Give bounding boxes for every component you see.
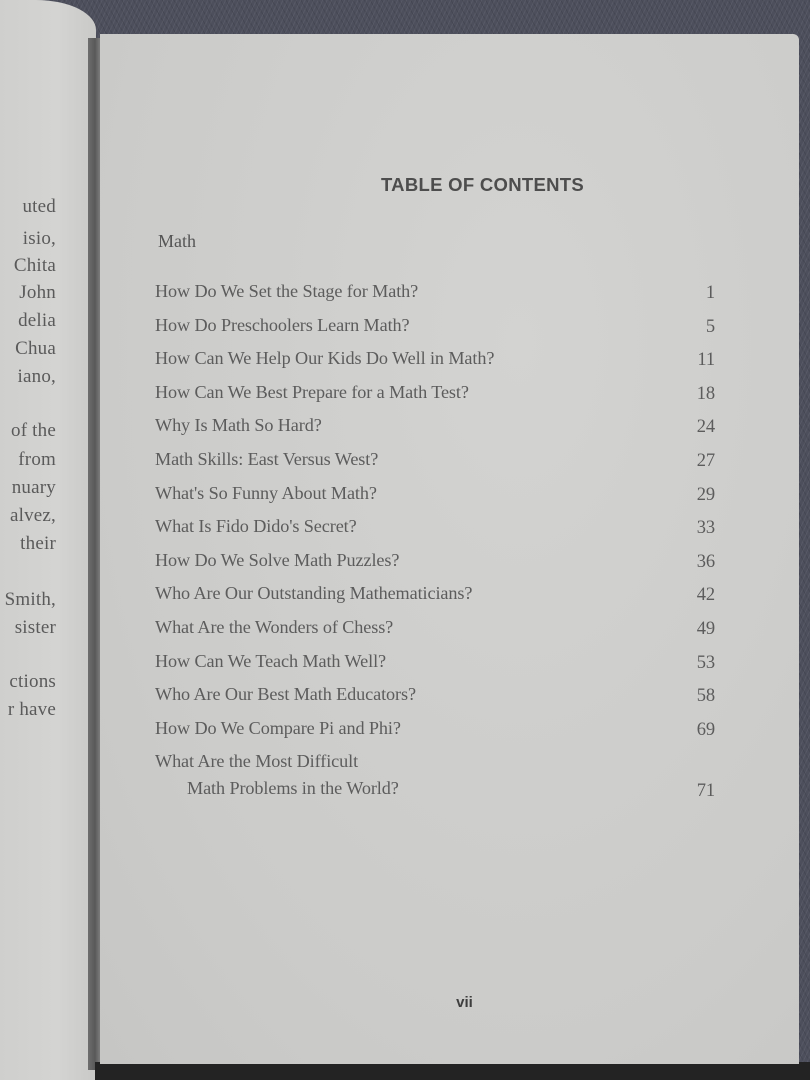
toc-entry-title: Math Skills: East Versus West? [155,448,379,469]
toc-entry-page-number: 11 [697,350,715,371]
toc-entry-title: What's So Funny About Math? [155,482,377,503]
left-page-text-fragment: alvez, [9,505,56,526]
left-page [0,0,96,1080]
toc-entry-page-number: 33 [696,518,715,539]
toc-entry-page-number: 18 [696,383,715,404]
toc-entry[interactable] [155,348,715,382]
toc-entry-page-number: 71 [696,781,715,802]
toc-entry-title: How Do We Set the Stage for Math? [155,281,419,301]
toc-entry-page-number: 58 [696,686,715,707]
toc-entry-title: How Do We Compare Pi and Phi? [155,717,401,738]
left-page-text-fragment: uted [22,196,56,217]
page-number-folio: vii [456,994,473,1011]
toc-entry-page-number: 24 [696,417,715,438]
left-page-text-fragment: John [19,282,56,303]
toc-entry-page-number: 5 [705,316,715,337]
toc-list [155,281,715,811]
toc-entry-page-number: 1 [705,283,715,303]
left-page-text-fragment: Chita [13,255,56,276]
toc-entry-page-number: 53 [696,652,715,673]
toc-entry-title: How Do We Solve Math Puzzles? [155,549,400,570]
page-bottom-shadow [95,1062,810,1080]
toc-entry[interactable] [155,483,715,517]
left-page-text-fragment: of the [11,420,56,441]
left-page-text-fragment: nuary [11,477,56,498]
toc-entry[interactable] [155,550,715,584]
toc-entry-title: What Are the Most Difficult [155,751,359,772]
toc-entry-title: How Can We Help Our Kids Do Well in Math? [155,348,495,369]
toc-entry[interactable] [155,449,715,483]
toc-entry-page-number: 36 [696,551,715,572]
toc-entry-title: Who Are Our Outstanding Mathematicians? [155,583,473,604]
toc-entry-page-number: 69 [696,719,715,740]
toc-entry-page-number: 42 [696,585,715,606]
left-page-text-fragment: from [18,449,56,470]
toc-entry[interactable] [155,281,715,315]
left-page-text-fragment: ctions [9,671,56,692]
toc-entry[interactable] [155,651,715,685]
toc-entry-title: Why Is Math So Hard? [155,415,322,436]
toc-entry-page-number: 27 [696,450,715,471]
toc-entry[interactable] [155,315,715,349]
left-page-text-fragment: delia [18,310,56,331]
section-heading: Math [158,231,196,251]
toc-entry-title: Who Are Our Best Math Educators? [155,684,416,705]
toc-entry[interactable] [155,617,715,651]
toc-entry[interactable] [155,751,715,811]
toc-entry[interactable] [155,718,715,752]
toc-entry[interactable] [155,583,715,617]
left-page-text-fragment: their [20,533,56,554]
toc-entry[interactable] [155,684,715,718]
page-title: TABLE OF CONTENTS [380,174,585,195]
toc-entry-title: What Is Fido Dido's Secret? [155,516,357,537]
toc-entry-title: How Can We Teach Math Well? [155,650,386,671]
right-page [100,34,799,1064]
left-page-text-fragment: r have [7,699,56,720]
left-page-text-fragment: Chua [15,338,56,359]
toc-entry-title: How Can We Best Prepare for a Math Test? [155,381,469,402]
toc-entry-title-continued: Math Problems in the World? [187,778,399,799]
left-page-text-fragment: isio, [22,228,56,249]
toc-entry[interactable] [155,415,715,449]
toc-entry[interactable] [155,516,715,550]
toc-entry-title: What Are the Wonders of Chess? [155,616,394,637]
toc-entry-page-number: 29 [696,484,715,505]
left-page-text-fragment: sister [14,617,56,638]
toc-entry-page-number: 49 [696,618,715,639]
left-page-text-fragment: Smith, [4,589,56,610]
toc-entry-title: How Do Preschoolers Learn Math? [155,314,410,335]
toc-entry[interactable] [155,382,715,416]
left-page-text-fragment: iano, [17,366,56,387]
